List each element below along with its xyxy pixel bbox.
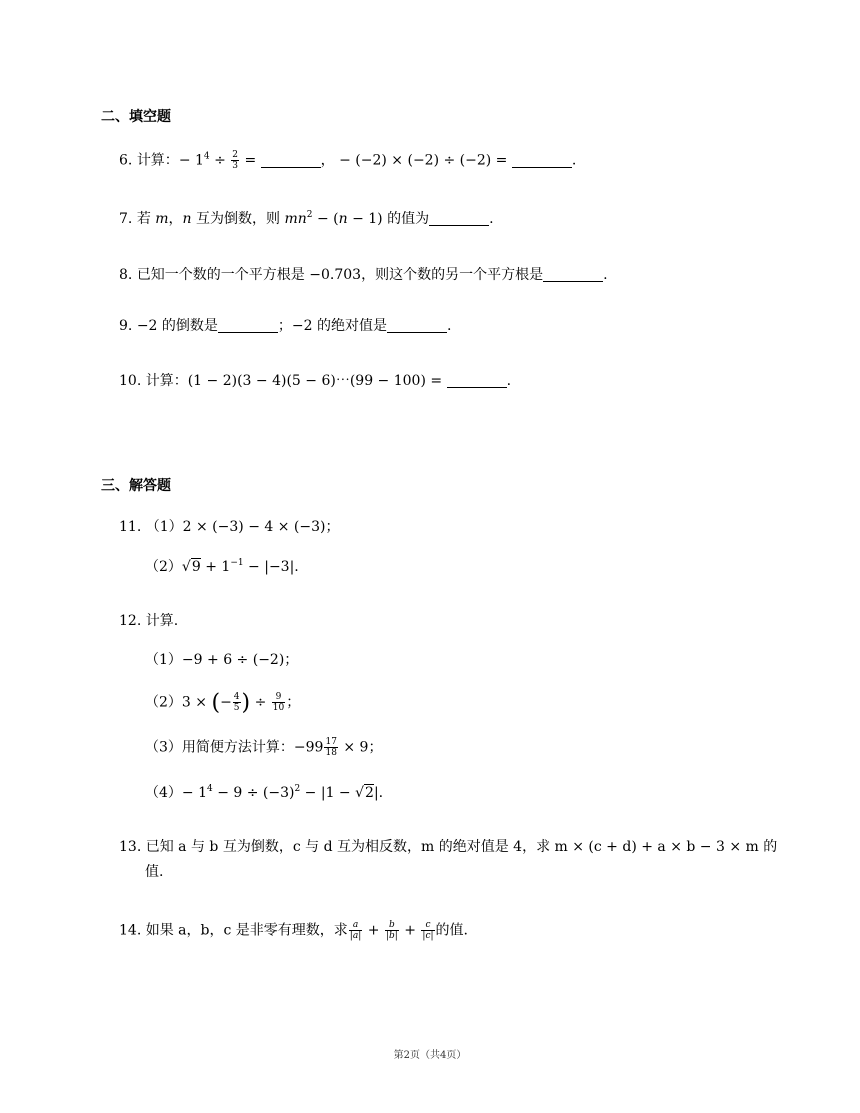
question-12: 12. 计算.: [119, 613, 179, 629]
question-14: 14. 如果 a，b，c 是非零有理数，求 $\frac{a}{|a|}$ + $\frac{b}{|b|}$ + $\frac{c}{|c|}$ 的值.: [119, 920, 468, 941]
section-title-fill-blank: 二、填空题: [101, 109, 171, 125]
question-12-part-4: $(4)- 1^4 - 9 \div (-3)^2 - |1 - √2|$.: [145, 784, 384, 801]
question-6: 6. 计算：− $1^4$ ÷ $\frac{2}{3}$ = ， − (−2) × (−2) ÷ (−2) = .: [119, 150, 577, 171]
question-12-part-3: （3）用简便方法计算：−99 $\frac{17}{18}$ × 9；: [145, 737, 383, 758]
page-footer: 第2页（共4页）: [393, 1050, 467, 1061]
question-12-part-1: （1）−9 + 6 ÷ (−2)；: [145, 652, 299, 668]
answer-blank: [261, 153, 321, 168]
answer-blank: [543, 267, 603, 282]
answer-blank: [447, 373, 507, 388]
answer-blank: [429, 211, 489, 226]
question-8: 8. 已知一个数的一个平方根是 −0.703，则这个数的另一个平方根是 .: [119, 267, 608, 283]
answer-blank: [387, 318, 447, 333]
question-12-part-2: （2）3 × (− $\frac{4}{5}$ ) ÷ $\frac{9}{10}$ ；: [145, 690, 301, 716]
question-11-part-1: 11. （1）2 × (−3) − 4 × (−3)；: [119, 519, 340, 535]
answer-blank: [218, 318, 278, 333]
section-title-answer: 三、解答题: [101, 478, 171, 494]
question-7: 7. 若 m，n 互为倒数，则 $mn^2 - (n - 1)$ 的值为 .: [119, 210, 494, 227]
question-13-line-2: 值.: [145, 864, 164, 880]
question-10: 10. 计算：(1 − 2)(3 − 4)(5 − 6)⋯(99 − 100) = .: [119, 373, 512, 389]
answer-blank: [512, 153, 572, 168]
question-11-part-2: $(2)√9 + 1^{-1} - |-3|$.: [145, 558, 299, 575]
question-9: 9. −2 的倒数是 ；−2 的绝对值是 .: [119, 318, 452, 334]
question-13: 13. 已知 a 与 b 互为倒数，c 与 d 互为相反数，m 的绝对值是 4，求 m × (c + d) + a × b − 3 × m 的: [119, 839, 778, 855]
